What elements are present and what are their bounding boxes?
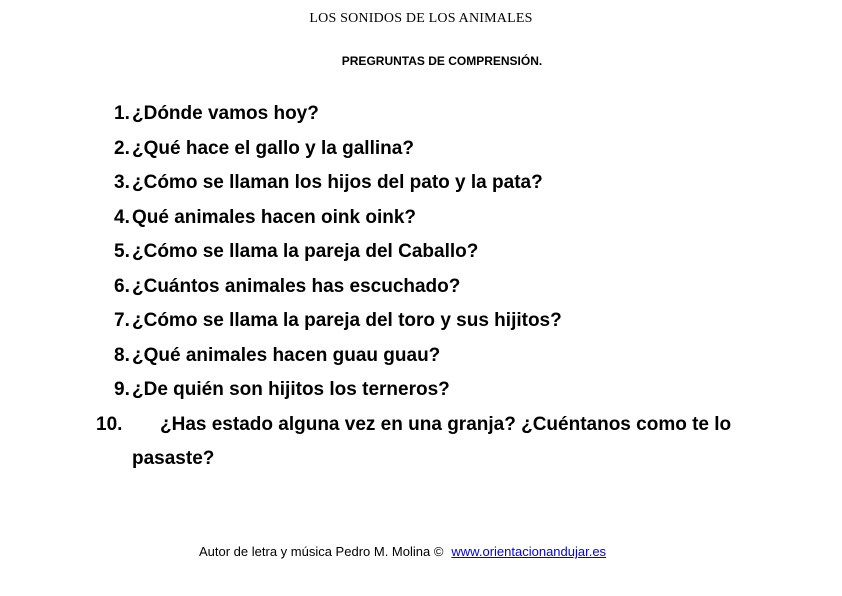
- question-number: 6.: [114, 275, 130, 297]
- question-text: Qué animales hacen oink oink?: [132, 206, 417, 228]
- question-item: [114, 376, 814, 411]
- footer: [199, 544, 606, 559]
- question-number: 1.: [114, 103, 130, 124]
- question-item: [114, 307, 814, 342]
- website-link[interactable]: www.orientacionandujar.es: [451, 544, 607, 559]
- question-text: ¿De quién son hijitos los terneros?: [132, 379, 450, 400]
- question-text: ¿Cómo se llama la pareja del toro y sus hijitos?: [132, 310, 562, 331]
- question-text: ¿Cuántos animales has escuchado?: [132, 275, 461, 297]
- document-subtitle: PREGRUNTAS DE COMPRENSIÓN.: [341, 54, 543, 68]
- question-number: 7.: [114, 310, 130, 331]
- question-number: 4.: [114, 206, 130, 228]
- question-number: 10.: [96, 413, 123, 435]
- question-item: [114, 169, 814, 204]
- question-text-wrap: [96, 408, 814, 477]
- question-item: [114, 342, 814, 377]
- footer-credit: Autor de letra y música Pedro M. Molina ©: [199, 544, 444, 559]
- question-text: ¿Cómo se llaman los hijos del pato y la pata?: [132, 172, 543, 193]
- question-item: [114, 204, 814, 239]
- question-item: [114, 238, 814, 273]
- question-item: [114, 273, 814, 308]
- question-item: [114, 100, 814, 135]
- question-number: 5.: [114, 241, 130, 262]
- question-text: ¿Dónde vamos hoy?: [132, 103, 319, 124]
- questions-list: [96, 100, 814, 477]
- question-item: [114, 135, 814, 170]
- question-text: ¿Qué animales hacen guau guau?: [132, 344, 441, 366]
- question-number: 9.: [114, 379, 130, 400]
- question-item: [96, 408, 814, 477]
- question-number: 3.: [114, 172, 130, 193]
- question-text: ¿Cómo se llama la pareja del Caballo?: [132, 241, 479, 262]
- question-text: ¿Has estado alguna vez en una granja? ¿Cuéntanos como te lo pasaste?: [132, 413, 732, 469]
- question-number: 2.: [114, 137, 130, 159]
- document-title: LOS SONIDOS DE LOS ANIMALES: [309, 11, 533, 26]
- question-number: 8.: [114, 344, 130, 366]
- question-text: ¿Qué hace el gallo y la gallina?: [132, 137, 414, 159]
